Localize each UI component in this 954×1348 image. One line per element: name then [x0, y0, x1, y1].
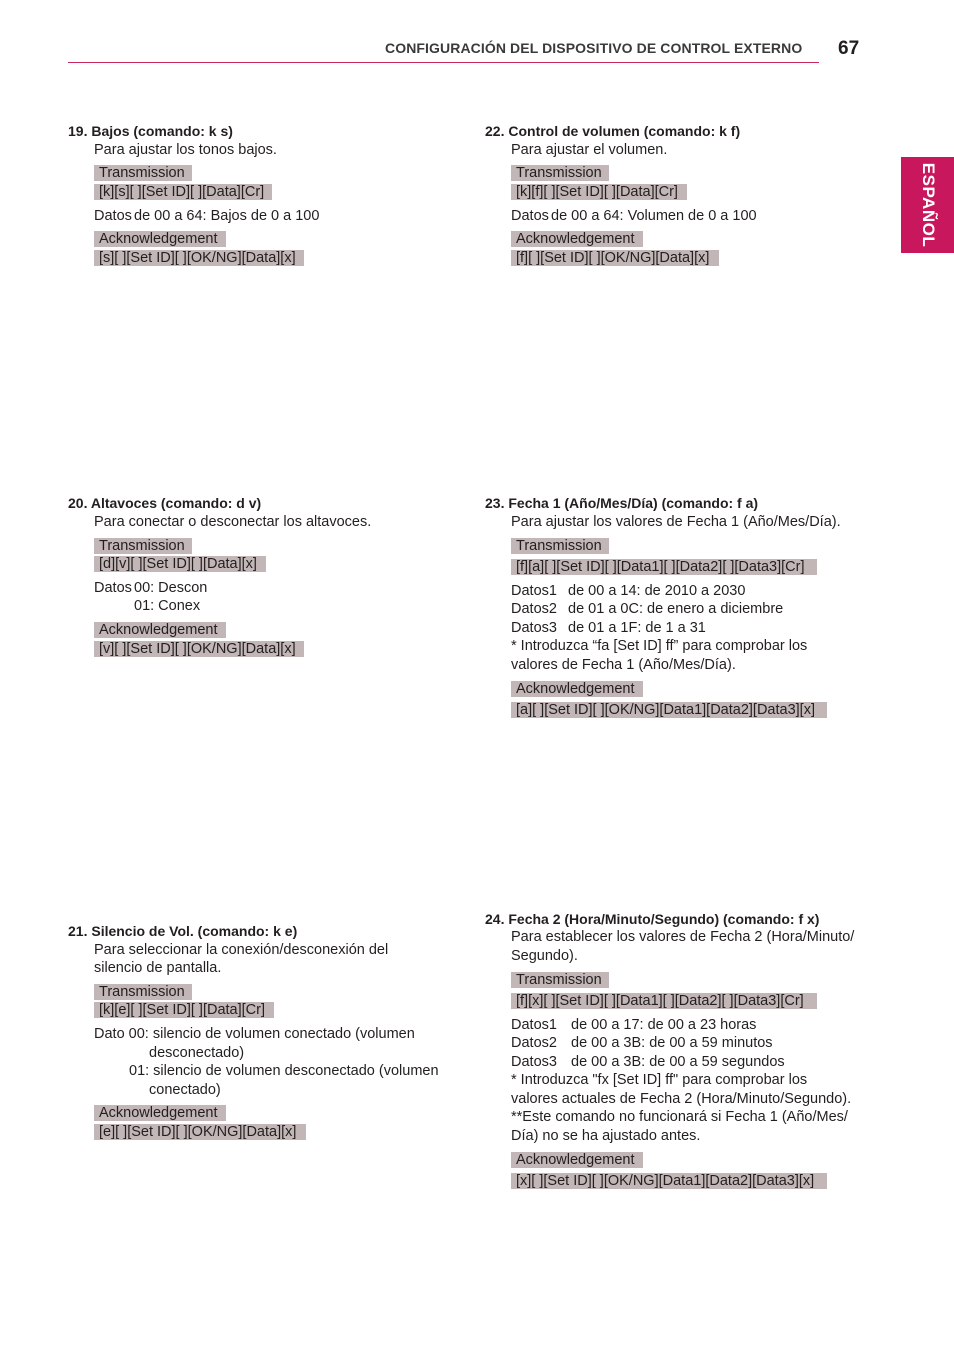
data-value: 01: Conex	[134, 598, 201, 614]
header-divider	[68, 62, 819, 63]
note: valores de Fecha 1 (Año/Mes/Día).	[511, 657, 736, 673]
acknowledgement-label: Acknowledgement	[94, 231, 226, 247]
data-value: de 00 a 3B: de 00 a 59 minutos	[571, 1035, 773, 1051]
section-description: silencio de pantalla.	[94, 960, 222, 976]
transmission-code: [k][s][ ][Set ID][ ][Data][Cr]	[94, 184, 272, 200]
data-value: 00: Descon	[134, 580, 208, 596]
section-description: Para seleccionar la conexión/desconexión del	[94, 942, 389, 958]
data-value: de 01 a 1F: de 1 a 31	[568, 620, 706, 636]
page-number: 67	[838, 38, 860, 59]
data-value: de 00 a 14: de 2010 a 2030	[568, 583, 746, 599]
language-tab	[901, 157, 954, 253]
acknowledgement-label: Acknowledgement	[511, 1152, 643, 1168]
section-title: 20. Altavoces (comando: d v)	[68, 495, 262, 511]
section-title: 24. Fecha 2 (Hora/Minuto/Segundo) (comando: f x)	[485, 911, 820, 927]
data-value: de 00 a 17: de 00 a 23 horas	[571, 1017, 757, 1033]
section-title: 19. Bajos (comando: k s)	[68, 123, 233, 139]
data-key: Datos	[94, 208, 132, 224]
section-description: Para ajustar los valores de Fecha 1 (Año/Mes/Día).	[511, 514, 841, 530]
data-value: de 00 a 64: Volumen de 0 a 100	[551, 208, 757, 224]
transmission-code: [f][a][ ][Set ID][ ][Data1][ ][Data2][ ][Data3][Cr]	[511, 559, 817, 575]
transmission-label: Transmission	[511, 972, 609, 988]
transmission-label: Transmission	[94, 165, 192, 181]
data-description: conectado)	[149, 1082, 221, 1098]
note: * Introduzca "fx [Set ID] ff" para comprobar los	[511, 1072, 808, 1088]
section-description: Para conectar o desconectar los altavoces.	[94, 514, 372, 530]
section-description: Segundo).	[511, 948, 578, 964]
data-description: desconectado)	[149, 1045, 245, 1061]
data-key: Datos	[94, 580, 132, 596]
section-description: Para ajustar el volumen.	[511, 142, 668, 158]
transmission-code: [f][x][ ][Set ID][ ][Data1][ ][Data2][ ][Data3][Cr]	[511, 993, 817, 1009]
data-key: Datos2	[511, 1035, 557, 1051]
section-title: 21. Silencio de Vol. (comando: k e)	[68, 923, 298, 939]
note: **Este comando no funcionará si Fecha 1 (Año/Mes/	[511, 1109, 848, 1125]
data-value: de 01 a 0C: de enero a diciembre	[568, 601, 784, 617]
data-key: Datos3	[511, 1054, 557, 1070]
data-key: Datos2	[511, 601, 557, 617]
acknowledgement-code: [x][ ][Set ID][ ][OK/NG][Data1][Data2][Data3][x]	[511, 1173, 827, 1189]
section-title: 23. Fecha 1 (Año/Mes/Día) (comando: f a)	[485, 495, 759, 511]
acknowledgement-code: [f][ ][Set ID][ ][OK/NG][Data][x]	[511, 250, 719, 266]
acknowledgement-code: [v][ ][Set ID][ ][OK/NG][Data][x]	[94, 641, 304, 657]
data-key: Datos1	[511, 583, 557, 599]
transmission-label: Transmission	[511, 538, 609, 554]
transmission-code: [d][v][ ][Set ID][ ][Data][x]	[94, 556, 266, 572]
transmission-code: [k][f][ ][Set ID][ ][Data][Cr]	[511, 184, 687, 200]
transmission-code: [k][e][ ][Set ID][ ][Data][Cr]	[94, 1002, 274, 1018]
section-title: 22. Control de volumen (comando: k f)	[485, 123, 741, 139]
acknowledgement-code: [e][ ][Set ID][ ][OK/NG][Data][x]	[94, 1124, 306, 1140]
acknowledgement-label: Acknowledgement	[94, 622, 226, 638]
acknowledgement-label: Acknowledgement	[511, 231, 643, 247]
note: valores actuales de Fecha 2 (Hora/Minuto/Segundo).	[511, 1091, 852, 1107]
language-tab-label: ESPAÑOL	[919, 162, 938, 248]
data-value: de 00 a 3B: de 00 a 59 segundos	[571, 1054, 785, 1070]
acknowledgement-label: Acknowledgement	[94, 1105, 226, 1121]
section-description: Para establecer los valores de Fecha 2 (Hora/Minuto/	[511, 929, 855, 945]
data-description: Dato 00: silencio de volumen conectado (volumen	[94, 1026, 415, 1042]
header-title: CONFIGURACIÓN DEL DISPOSITIVO DE CONTROL EXTERNO	[385, 40, 803, 56]
note: * Introduzca “fa [Set ID] ff” para comprobar los	[511, 638, 808, 654]
acknowledgement-label: Acknowledgement	[511, 681, 643, 697]
data-description: 01: silencio de volumen desconectado (volumen	[129, 1063, 439, 1079]
transmission-label: Transmission	[511, 165, 609, 181]
transmission-label: Transmission	[94, 984, 192, 1000]
data-key: Datos1	[511, 1017, 557, 1033]
section-description: Para ajustar los tonos bajos.	[94, 142, 277, 158]
data-value: de 00 a 64: Bajos de 0 a 100	[134, 208, 320, 224]
transmission-label: Transmission	[94, 538, 192, 554]
data-key: Datos	[511, 208, 549, 224]
acknowledgement-code: [a][ ][Set ID][ ][OK/NG][Data1][Data2][Data3][x]	[511, 702, 827, 718]
acknowledgement-code: [s][ ][Set ID][ ][OK/NG][Data][x]	[94, 250, 304, 266]
note: Día) no se ha ajustado antes.	[511, 1128, 701, 1144]
data-key: Datos3	[511, 620, 557, 636]
